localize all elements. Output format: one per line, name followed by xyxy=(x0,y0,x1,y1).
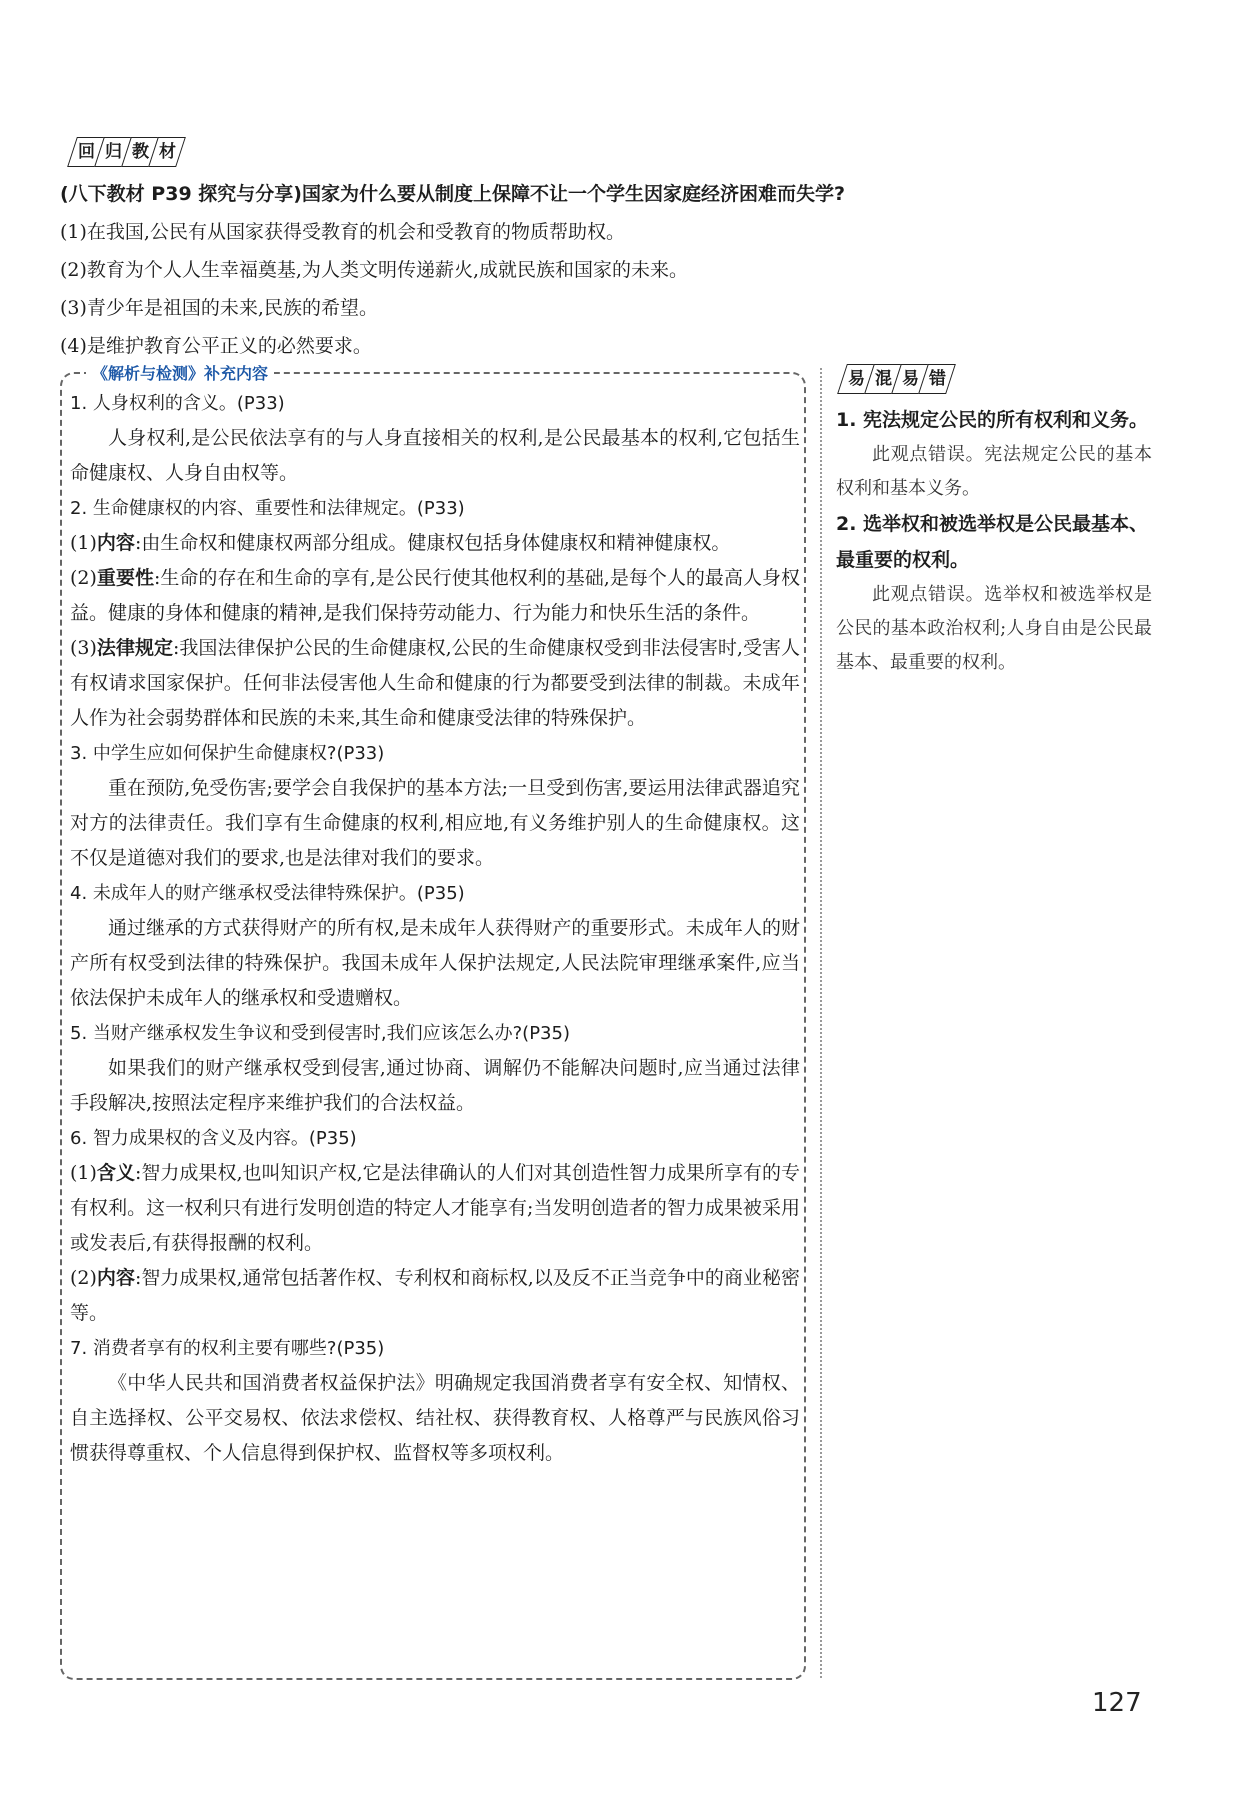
sub-text: :智力成果权,也叫知识产权,它是法律确认的人们对其创造性智力成果所享有的专有权利。这一权利只有进行发明创造的特定人才能享有;当发明创造者的智力成果被采用或发表后,有获得报酬的权利。 xyxy=(70,1162,800,1254)
supplement-item-title: 7. 消费者享有的权利主要有哪些?(P35) xyxy=(70,1338,385,1359)
tag-char: 易 xyxy=(901,369,919,389)
error-explanation: 此观点错误。宪法规定公民的基本权利和基本义务。 xyxy=(836,444,1152,499)
supplement-subpoint xyxy=(70,1261,800,1331)
sub-label: 重要性 xyxy=(96,567,154,589)
sub-label: 内容 xyxy=(96,532,135,554)
sub-number: (1) xyxy=(70,1162,97,1184)
review-answer: (2)教育为个人人生幸福奠基,为人类文明传递薪火,成就民族和国家的未来。 xyxy=(60,259,688,281)
supplement-item-title: 2. 生命健康权的内容、重要性和法律规定。(P33) xyxy=(70,498,465,519)
supplement-item-title: 1. 人身权利的含义。(P33) xyxy=(70,393,285,414)
supplement-subpoint xyxy=(70,561,800,631)
tag-char: 混 xyxy=(874,369,892,389)
tag-char: 教 xyxy=(131,142,149,162)
supplement-subpoint xyxy=(70,526,800,561)
sub-number: (2) xyxy=(70,1267,97,1289)
tag-char: 易 xyxy=(847,369,865,389)
tag-char: 材 xyxy=(158,142,176,162)
section-tag-errors xyxy=(842,364,950,394)
sub-label: 法律规定 xyxy=(96,637,173,659)
supplement-content xyxy=(70,386,800,1471)
sub-text: :智力成果权,通常包括著作权、专利权和商标权,以及反不正当竞争中的商业秘密等。 xyxy=(70,1267,800,1324)
sub-text: :生命的存在和生命的享有,是公民行使其他权利的基础,是每个人的最高人身权益。健康的身体和健康的精神,是我们保持劳动能力、行为能力和快乐生活的条件。 xyxy=(70,567,800,624)
supplement-subpoint xyxy=(70,631,800,736)
column-divider xyxy=(820,368,822,1678)
supplement-item-title: 3. 中学生应如何保护生命健康权?(P33) xyxy=(70,743,385,764)
sub-text: :由生命权和健康权两部分组成。健康权包括身体健康权和精神健康权。 xyxy=(134,532,731,554)
supplement-paragraph: 如果我们的财产继承权受到侵害,通过协商、调解仍不能解决问题时,应当通过法律手段解决,按照法定程序来维护我们的合法权益。 xyxy=(70,1057,800,1114)
supplement-item-title: 6. 智力成果权的含义及内容。(P35) xyxy=(70,1128,357,1149)
tag-char: 错 xyxy=(928,369,946,389)
review-answer: (1)在我国,公民有从国家获得受教育的机会和受教育的物质帮助权。 xyxy=(60,221,625,243)
supplement-title: 《解析与检测》补充内容 xyxy=(86,361,274,384)
sub-number: (3) xyxy=(70,637,97,659)
review-answer: (4)是维护教育公平正义的必然要求。 xyxy=(60,335,372,357)
section-tag-review xyxy=(72,137,180,167)
error-statement: 2. 选举权和被选举权是公民最基本、最重要的权利。 xyxy=(836,513,1149,571)
supplement-paragraph: 重在预防,免受伤害;要学会自我保护的基本方法;一旦受到伤害,要运用法律武器追究对方的法律责任。我们享有生命健康的权利,相应地,有义务维护别人的生命健康权。这不仅是道德对我们的要求,也是法律对我们的要求。 xyxy=(70,777,800,869)
page-number: 127 xyxy=(1092,1688,1142,1718)
sub-label: 含义 xyxy=(96,1162,135,1184)
error-explanation: 此观点错误。选举权和被选举权是公民的基本政治权利;人身自由是公民最基本、最重要的权利。 xyxy=(836,584,1152,673)
sub-text: :我国法律保护公民的生命健康权,公民的生命健康权受到非法侵害时,受害人有权请求国家保护。任何非法侵害他人生命和健康的行为都要受到法律的制裁。未成年人作为社会弱势群体和民族的未来,其生命和健康受法律的特殊保护。 xyxy=(70,637,800,729)
sub-number: (1) xyxy=(70,532,97,554)
supplement-paragraph: 人身权利,是公民依法享有的与人身直接相关的权利,是公民最基本的权利,它包括生命健康权、人身自由权等。 xyxy=(70,427,800,484)
tag-char: 回 xyxy=(77,142,95,162)
supplement-paragraph: 通过继承的方式获得财产的所有权,是未成年人获得财产的重要形式。未成年人的财产所有权受到法律的特殊保护。我国未成年人保护法规定,人民法院审理继承案件,应当依法保护未成年人的继承权和受遗赠权。 xyxy=(70,917,800,1009)
supplement-subpoint xyxy=(70,1156,800,1261)
error-statement: 1. 宪法规定公民的所有权利和义务。 xyxy=(836,409,1149,431)
errors-section xyxy=(836,402,1152,680)
supplement-item-title: 4. 未成年人的财产继承权受法律特殊保护。(P35) xyxy=(70,883,465,904)
review-answer: (3)青少年是祖国的未来,民族的希望。 xyxy=(60,297,378,319)
review-question: (八下教材 P39 探究与分享)国家为什么要从制度上保障不让一个学生因家庭经济困难而失学? xyxy=(60,183,845,205)
supplement-paragraph: 《中华人民共和国消费者权益保护法》明确规定我国消费者享有安全权、知情权、自主选择权、公平交易权、依法求偿权、结社权、获得教育权、人格尊严与民族风俗习惯获得尊重权、个人信息得到保护权、监督权等多项权利。 xyxy=(70,1372,800,1464)
supplement-item-title: 5. 当财产继承权发生争议和受到侵害时,我们应该怎么办?(P35) xyxy=(70,1023,570,1044)
review-section xyxy=(60,175,980,365)
sub-label: 内容 xyxy=(96,1267,135,1289)
sub-number: (2) xyxy=(70,567,97,589)
tag-char: 归 xyxy=(104,142,122,162)
